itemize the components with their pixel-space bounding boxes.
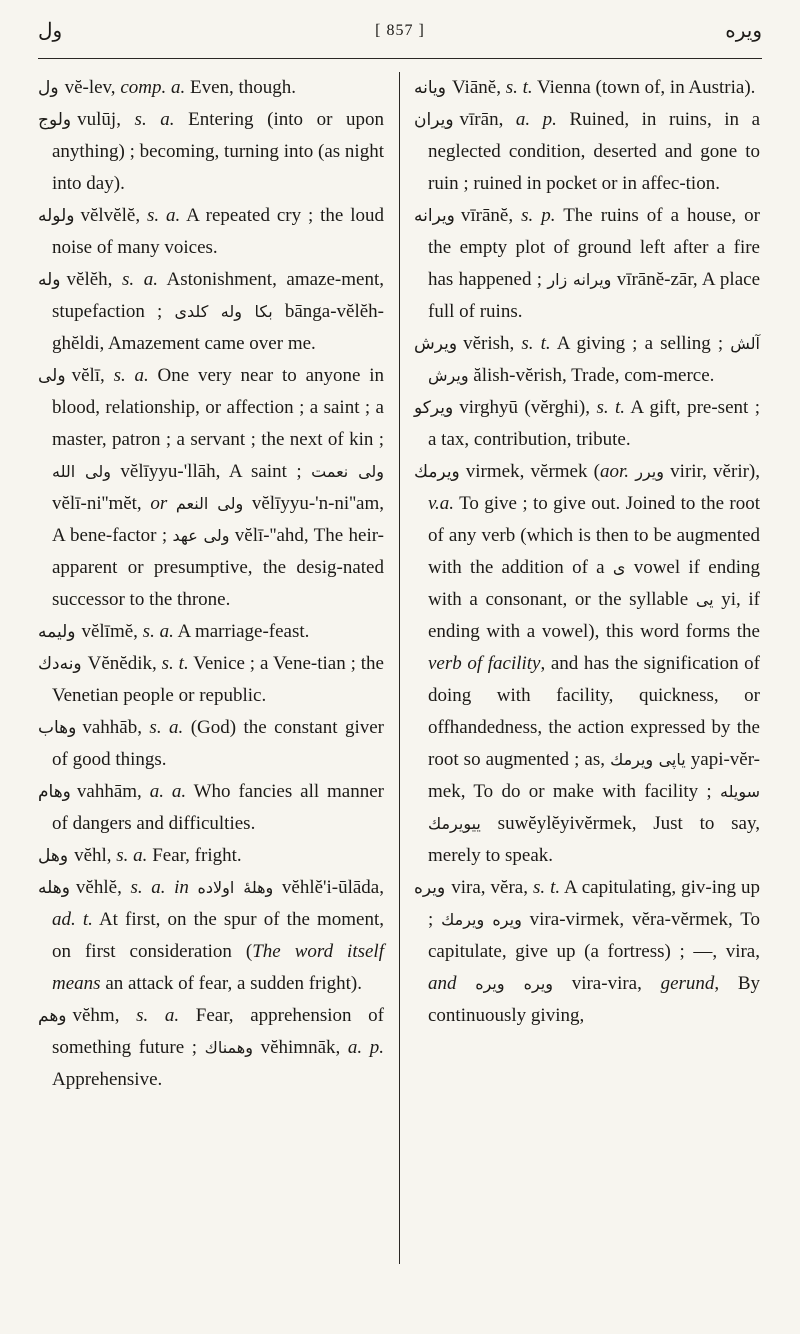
headword-arabic: وهام [38,782,71,802]
headword-arabic: وهم [38,1006,67,1026]
dictionary-entry [38,616,384,648]
entry-definition: vĕlĕh, s. a. Astonishment, amaze-ment, stupefaction ; بكا وله كلدى bānga-vĕlĕh-ghĕldi, Amazement came over me. [52,269,384,354]
dictionary-entry [414,200,760,328]
dictionary-entry [38,200,384,264]
dictionary-entry [38,1000,384,1096]
dictionary-entry [38,72,384,104]
column-divider [399,72,400,1264]
header-left-word: ول [38,18,63,42]
header-right-word: ويره [725,18,762,42]
headword-arabic: ونه‌دك [38,654,82,674]
header-rule [38,58,762,59]
entry-definition: vĕhl, s. a. Fear, fright. [74,845,242,866]
right-column [414,72,760,1032]
entry-definition: vĕhlĕ, s. a. in وهلهٔ اولاده vĕhlĕ'i-ūlāda, ad. t. At first, on the spur of the moment, on first consideration (The word itself means an attack of fear, a sudden fright). [52,877,384,994]
dictionary-entry [38,104,384,200]
dictionary-entry [414,72,760,104]
page-header [38,14,762,58]
headword-arabic: وليمه [38,622,76,642]
headword-arabic: ولوج [38,110,72,130]
dictionary-entry [38,264,384,360]
dictionary-entry [38,712,384,776]
dictionary-entry [414,392,760,456]
dictionary-entry [414,872,760,1032]
headword-arabic: ول [38,78,59,98]
headword-arabic: ويانه [414,78,446,98]
headword-arabic: ويران [414,110,454,130]
dictionary-entry [414,456,760,872]
entry-definition: virmek, vĕrmek (aor. ويرر virir, vĕrir), v.a. To give ; to give out. Joined to the root of any verb (which is then to be augmented with the addition of a ى vowel if ending with a consonant, or the syllable يى yi, if ending with a vowel), this word forms the verb of facility, and has the signification of doing with facility, quickness, or offhandedness, the action expressed by the root so augmented ; as, ياپى ويرمك yapi-vĕr-mek, To do or make with facility ; سويله ييويرمك suwĕylĕyivĕrmek, Just to say, merely to speak. [428,461,761,866]
dictionary-entry [414,104,760,200]
dictionary-entry [38,840,384,872]
headword-arabic: ويرش [414,334,458,354]
dictionary-entry [414,328,760,392]
headword-arabic: ويره [414,878,446,898]
headword-arabic: ولى [38,366,66,386]
headword-arabic: وله [38,270,61,290]
entry-definition: vĕ-lev, comp. a. Even, though. [64,77,297,98]
entry-definition: vĕrish, s. t. A giving ; a selling ; آلش ويرش ălish-vĕrish, Trade, com-merce. [428,333,760,386]
dictionary-entry [38,776,384,840]
entry-definition: vīrān, a. p. Ruined, in ruins, in a neglected condition, deserted and gone to ruin ; ruined in pocket or in affec-tion. [428,109,760,194]
dictionary-entry [38,872,384,1000]
entry-definition: vīrānĕ, s. p. The ruins of a house, or the empty plot of ground left after a fire has happened ; ويرانه زار vīrānĕ-zār, A place full of ruins. [428,205,760,322]
headword-arabic: ويرمك [414,462,460,482]
entry-definition: vira, vĕra, s. t. A capitulating, giv-ing up ; ويره ويرمك vira-virmek, vĕra-vĕrmek, To capitulate, give up (a fortress) ; —, vira, and ويره ويره vira-vira, gerund, By continuously giving, [428,877,761,1026]
entry-definition: vĕlī, s. a. One very near to anyone in blood, relationship, or affection ; a saint ; a master, patron ; a servant ; the next of kin ; ولى الله vĕlīyyu-'llāh, A saint ; ولى نعمت vĕlī-ni''mĕt, or ولى النعم vĕlīyyu-'n-ni''am, A bene-factor ; ولى عهد vĕlī-''ahd, The heir-apparent or presumptive, the desig-nated successor to the throne. [52,365,385,610]
headword-arabic: ويرانه [414,206,455,226]
entry-definition: vĕhm, s. a. Fear, apprehension of something future ; وهمناك vĕhimnāk, a. p. Apprehensive. [52,1005,384,1090]
entry-definition: vahhām, a. a. Who fancies all manner of dangers and difficulties. [52,781,384,834]
entry-definition: Viānĕ, s. t. Vienna (town of, in Austria). [451,77,756,98]
dictionary-entry [38,648,384,712]
entry-definition: vĕlvĕlĕ, s. a. A repeated cry ; the loud noise of many voices. [52,205,384,258]
headword-arabic: ولوله [38,206,75,226]
entry-definition: virghyū (vĕrghi), s. t. A gift, pre-sent ; a tax, contribution, tribute. [428,397,760,450]
headword-arabic: وهله [38,878,70,898]
dictionary-entry [38,360,384,616]
headword-arabic: وهل [38,846,69,866]
headword-arabic: وهاب [38,718,77,738]
entry-definition: vulūj, s. a. Entering (into or upon anything) ; becoming, turning into (as night into day). [52,109,384,194]
page-number: [ 857 ] [375,22,425,39]
entry-definition: vĕlīmĕ, s. a. A marriage-feast. [81,621,310,642]
left-column [38,72,384,1096]
entry-definition: Vĕnĕdik, s. t. Venice ; a Vene-tian ; the Venetian people or republic. [52,653,384,706]
entry-definition: vahhāb, s. a. (God) the constant giver of good things. [52,717,384,770]
dictionary-columns [38,72,762,1322]
headword-arabic: ويركو [414,398,454,418]
